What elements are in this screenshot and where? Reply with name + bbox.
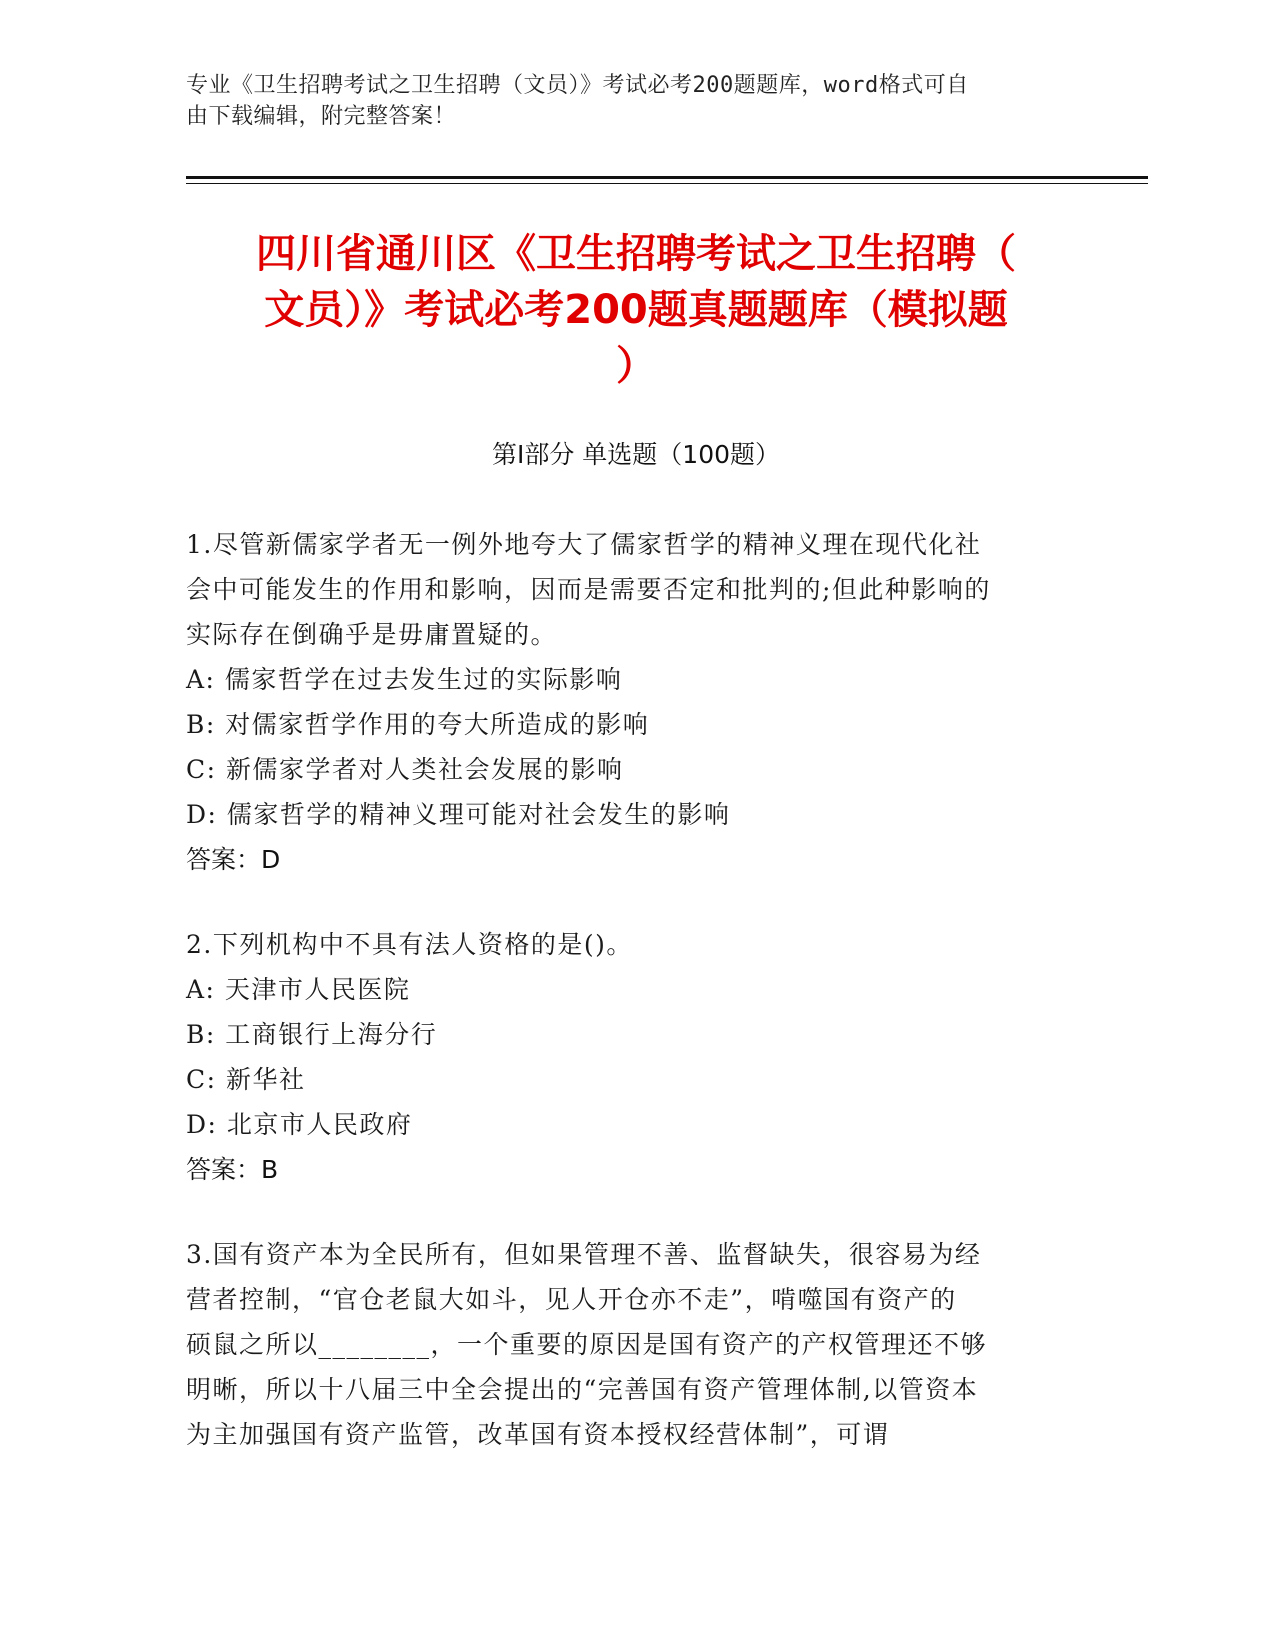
question-text-line: 明晰，所以十八届三中全会提出的“完善国有资产管理体制,以管资本 <box>186 1375 979 1404</box>
option-c: C: 新儒家学者对人类社会发展的影响 <box>186 755 624 784</box>
question-text-line: 硕鼠之所以________，一个重要的原因是国有资产的产权管理还不够 <box>186 1330 988 1359</box>
header-divider-thin <box>186 183 1148 184</box>
question-text-line: 3.国有资产本为全民所有，但如果管理不善、监督缺失，很容易为经 <box>186 1240 982 1269</box>
option-d: D: 儒家哲学的精神义理可能对社会发生的影响 <box>186 800 731 829</box>
header-note-line-1: 专业《卫生招聘考试之卫生招聘（文员）》考试必考200题题库，word格式可自 <box>186 73 969 98</box>
question-3 <box>186 1232 1066 1457</box>
question-2 <box>186 922 1066 1192</box>
title-line-2: 文员）》考试必考200题真题题库（模拟题 <box>264 287 1008 333</box>
header-note-line-2: 由下载编辑，附完整答案！ <box>186 104 457 129</box>
question-1 <box>186 522 1066 882</box>
option-b: B: 工商银行上海分行 <box>186 1020 438 1049</box>
title-line-1: 四川省通川区《卫生招聘考试之卫生招聘（ <box>256 231 1016 277</box>
answer-line: 答案：D <box>186 845 281 874</box>
document-title <box>186 226 1086 394</box>
question-text-line: 为主加强国有资产监管，改革国有资本授权经营体制”，可谓 <box>186 1420 890 1449</box>
question-text-line: 会中可能发生的作用和影响，因而是需要否定和批判的;但此种影响的 <box>186 575 991 604</box>
title-line-3: ） <box>616 343 656 389</box>
header-divider-thick <box>186 176 1148 179</box>
question-list <box>186 522 1066 1497</box>
option-c: C: 新华社 <box>186 1065 306 1094</box>
section-title: 第Ⅰ部分 单选题（100题） <box>491 440 781 469</box>
option-b: B: 对儒家哲学作用的夸大所造成的影响 <box>186 710 650 739</box>
option-a: A: 儒家哲学在过去发生过的实际影响 <box>186 665 623 694</box>
question-text-line: 2.下列机构中不具有法人资格的是()。 <box>186 930 633 959</box>
question-text-line: 实际存在倒确乎是毋庸置疑的。 <box>186 620 558 649</box>
question-text-line: 1.尽管新儒家学者无一例外地夸大了儒家哲学的精神义理在现代化社 <box>186 530 982 559</box>
header-note <box>186 70 1066 132</box>
option-d: D: 北京市人民政府 <box>186 1110 413 1139</box>
question-text-line: 营者控制，“官仓老鼠大如斗，见人开仓亦不走”，啃噬国有资产的 <box>186 1285 957 1314</box>
option-a: A: 天津市人民医院 <box>186 975 411 1004</box>
answer-line: 答案：B <box>186 1155 279 1184</box>
